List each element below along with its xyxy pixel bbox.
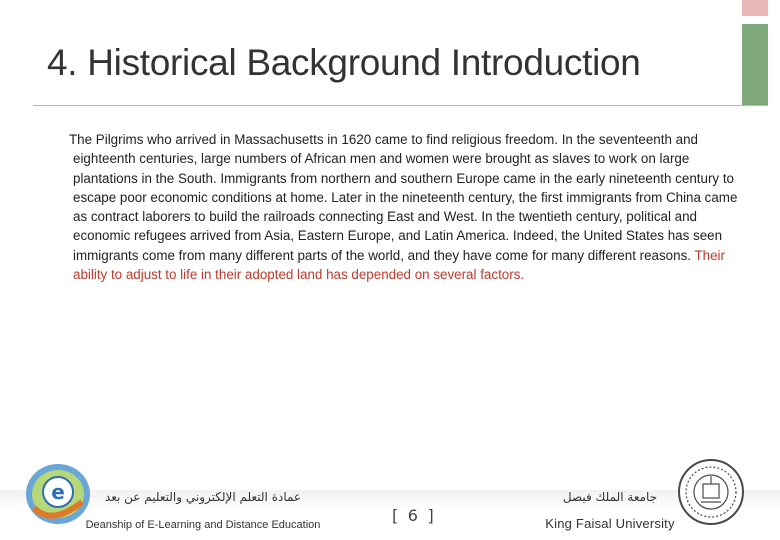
slide-title: 4. Historical Background Introduction (47, 42, 641, 83)
page-number: [ 6 ] (392, 506, 435, 525)
footer-university-english: King Faisal University (545, 516, 675, 531)
footer-deanship-english: Deanship of E-Learning and Distance Education (85, 519, 321, 531)
footer-university-arabic: جامعة الملك فيصل (562, 490, 658, 504)
body-first-line: The Pilgrims who arrived in Massachusetts in 1620 came to find religious freedom. In the seventeenth (69, 132, 672, 147)
body-text-rest: and eighteenth centuries, large numbers of African men and women were brought as slaves to work on large plantations in the South. Immigrants from northern and southern Europe came in the early nineteenth century to escape poor economic conditions at home. Later in the nineteenth century, the first immigrants from China came as contract laborers to build the railroads connecting East and West. In the twentieth century, political and economic refugees arrived from Asia, Eastern Europe, and Latin America. Indeed, the United States has seen immigrants come from many different parts of the world, and they have come for many different reasons. (73, 132, 738, 263)
footer-deanship (78, 490, 328, 531)
svg-text:e: e (51, 480, 65, 504)
footer-university (530, 490, 690, 531)
title-divider (33, 105, 768, 106)
decorative-green-bar (742, 24, 768, 106)
page-number-value: 6 (407, 506, 419, 525)
university-seal-icon (677, 458, 745, 526)
body-highlight: Their ability to adjust to life in their adopted land has depended on several factors. (73, 247, 725, 283)
decorative-pink-bar (742, 0, 768, 16)
slide-body (69, 130, 738, 284)
footer-deanship-arabic: عمادة التعلم الإلكتروني والتعليم عن بعد (104, 490, 302, 504)
